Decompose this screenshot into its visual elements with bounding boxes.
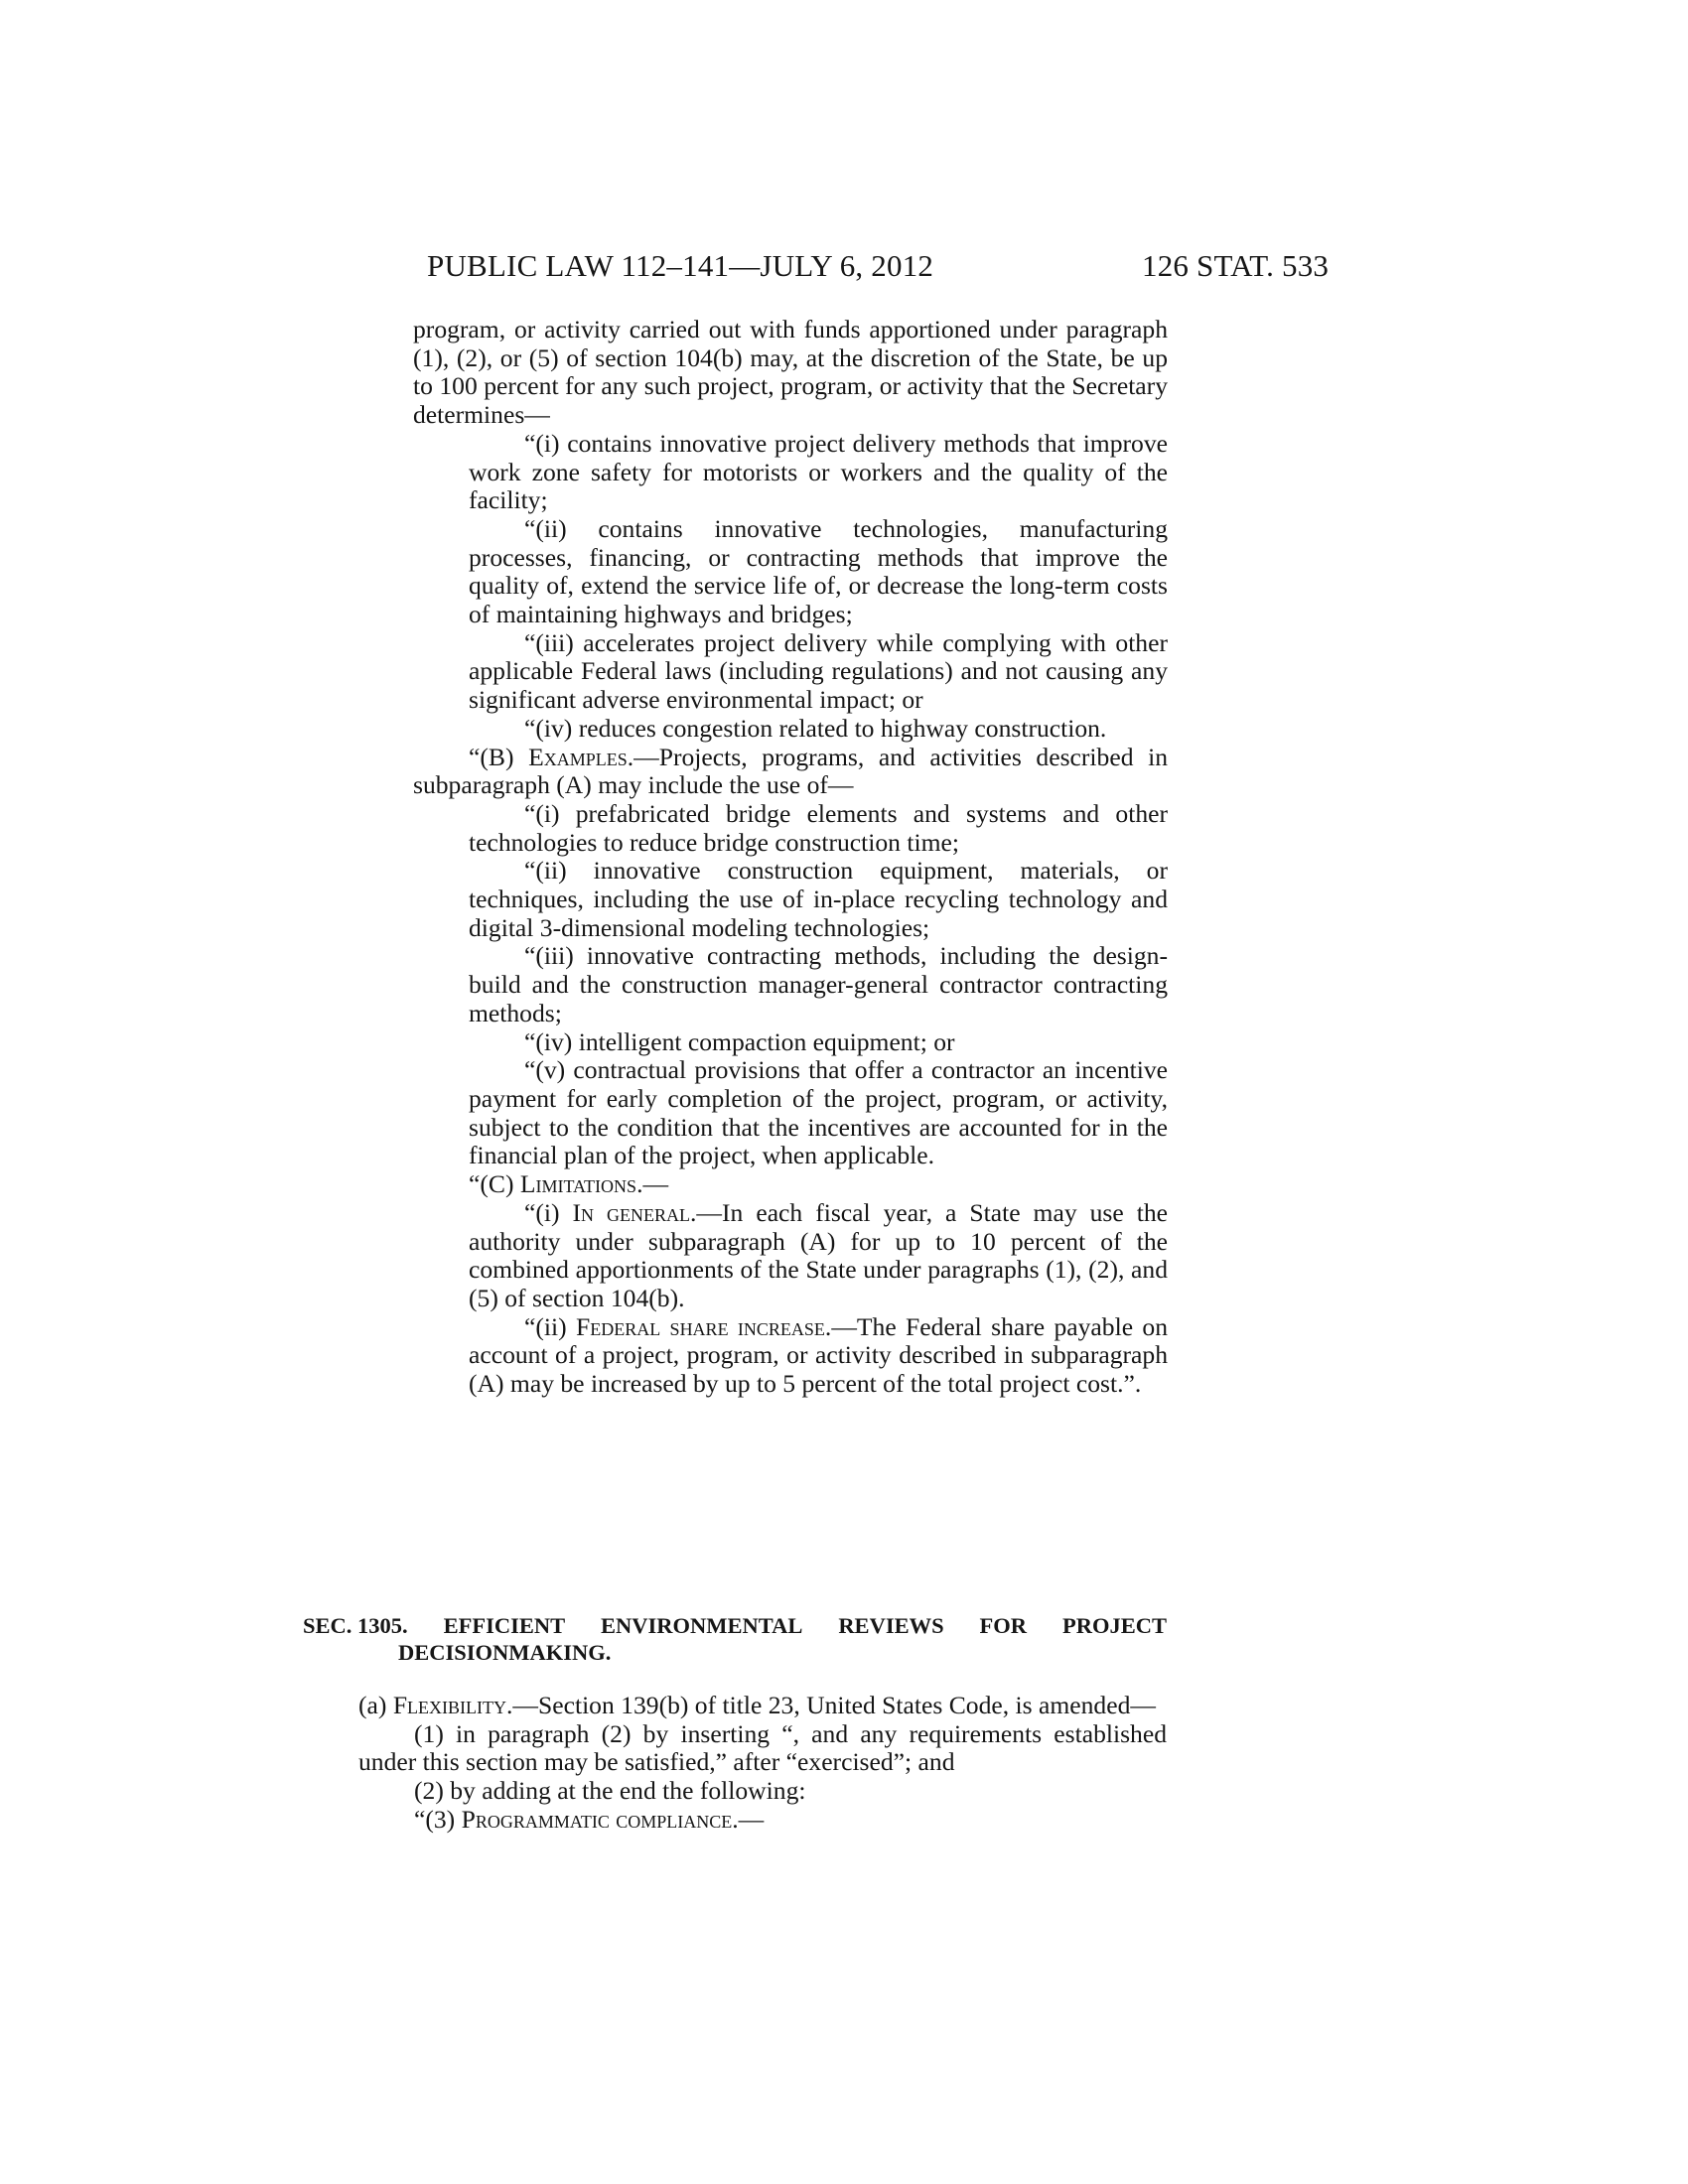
subparagraph-c-heading: Limitations (519, 1169, 637, 1199)
clause-a-ii: “(ii) contains innovative technologies, manufacturing processes, financing, or contracting methods that improve the quality of, extend the service life of, or decrease the long-term costs of maintaining highways and bridges; (469, 513, 1168, 629)
clause-b-ii: “(ii) innovative construction equipment, materials, or techniques, including the use of in-place recycling technology and digital 3-dimensional modeling technologies; (469, 856, 1168, 942)
section-word: PROJECT (1061, 1613, 1167, 1638)
clause-a-iii: “(iii) accelerates project delivery while complying with other applicable Federal laws (including regulations) and not causing any significant adverse environmental impact; or (469, 627, 1168, 715)
clause-a-i: “(i) contains innovative project delivery methods that improve work zone safety for motorists or workers and the quality of the facility; (469, 428, 1168, 515)
clause-b-i: “(i) prefabricated bridge elements and systems and other technologies to reduce bridge construction time; (469, 798, 1168, 857)
section-word: ENVIRONMENTAL (601, 1613, 803, 1638)
subparagraph-b-text: .—Projects, programs, and activities described in subparagraph (A) may include the use of— (413, 742, 1169, 800)
running-header-stat: 126 STAT. 533 (1142, 248, 1330, 283)
amendment-3-dash: .— (732, 1804, 765, 1834)
subparagraph-c-prefix: “(C) (469, 1169, 520, 1199)
paragraph-continuation: program, or activity carried out with funds apportioned under paragraph (1), (2), or (5) of section 104(b) may, at the discretion of the State, be up to 100 percent for any such project, program, or activity that the Secretary determines— (413, 315, 1168, 430)
clause-c-i-prefix: “(i) (524, 1197, 573, 1227)
amendment-3-title: Programmatic compliance (461, 1804, 733, 1834)
amendment-3-heading (358, 1806, 1167, 1835)
section-word: EFFICIENT (443, 1613, 566, 1638)
section-heading-line1 (303, 1612, 1167, 1639)
amendment-3-prefix: “(3) (414, 1804, 462, 1834)
clause-c-ii-prefix: “(ii) (524, 1311, 576, 1341)
clause-c-i (469, 1199, 1168, 1313)
subparagraph-b-prefix: “(B) (469, 742, 529, 771)
running-header-title: PUBLIC LAW 112–141—JULY 6, 2012 (427, 248, 934, 283)
clause-c-ii-heading: Federal share increase (575, 1311, 825, 1341)
section-word: REVIEWS (838, 1613, 944, 1638)
subparagraph-c (413, 1170, 1168, 1199)
section-text (303, 1692, 1167, 1835)
statute-body (413, 316, 1168, 1399)
amendment-2: (2) by adding at the end the following: (414, 1776, 806, 1806)
subsection-a (303, 1692, 1167, 1720)
clause-b-v: “(v) contractual provisions that offer a contractor an incentive payment for early completion of the project, program, or activity, subject to the condition that the incentives are accounted for in the financial plan of the project, when applicable. (469, 1055, 1168, 1170)
clause-b-iii: “(iii) innovative contracting methods, including the design-build and the construction manager-general contractor contracting methods; (469, 941, 1168, 1027)
clause-b-iv: “(iv) intelligent compaction equipment; or (524, 1026, 955, 1056)
clause-c-i-text: .—In each fiscal year, a State may use the authority under subparagraph (A) for up to 10 percent of the combined apportionments of the State under paragraphs (1), (2), and (5) of section 104(b). (469, 1197, 1168, 1312)
subsection-a-heading: Flexibility (392, 1691, 507, 1719)
section-word: FOR (979, 1613, 1028, 1638)
clause-c-ii-text: .—The Federal share payable on account of a project, program, or activity described in subparagraph (A) may be increased by up to 5 percent of the total project cost.”. (469, 1311, 1169, 1399)
subparagraph-b-heading: Examples (528, 742, 628, 771)
subparagraph-c-dash: .— (636, 1169, 669, 1199)
clause-c-i-heading: In general (572, 1197, 691, 1227)
subparagraph-b (413, 744, 1168, 800)
clause-c-ii (469, 1313, 1168, 1399)
section-number: SEC. 1305. (303, 1613, 408, 1638)
clause-a-iv: “(iv) reduces congestion related to highway construction. (524, 713, 1107, 743)
subsection-a-text: .—Section 139(b) of title 23, United States Code, is amended— (506, 1691, 1156, 1719)
subsection-a-prefix: (a) (358, 1691, 393, 1719)
section-heading (303, 1612, 1167, 1666)
amendment-1: (1) in paragraph (2) by inserting “, and any requirements established under this section may be satisfied,” after “exercised”; and (358, 1718, 1167, 1777)
section-heading-line2: DECISIONMAKING. (398, 1640, 612, 1665)
